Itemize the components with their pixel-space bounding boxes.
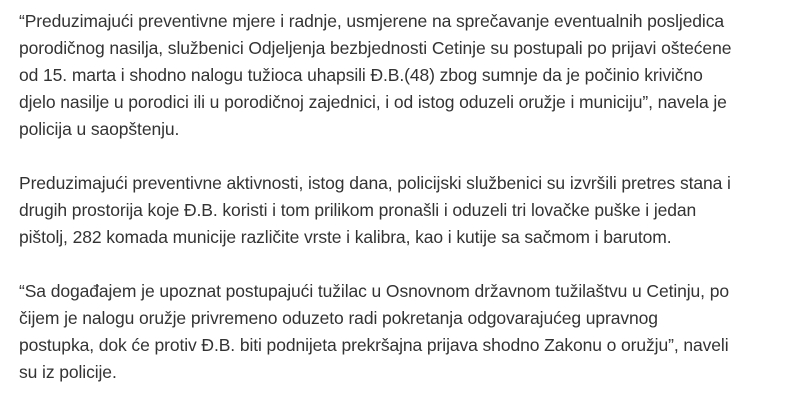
article-body xyxy=(19,8,789,386)
article-paragraph-quote-prosecutor: “Sa događajem je upoznat postupajući tužilac u Osnovnom državnom tužilaštvu u Cetinju, po čijem je nalogu oružje privremeno oduzeto radi pokretanja odgovarajućeg upravnog postupka, dok će protiv Đ.B. biti podnijeta prekršajna prijava shodno Zakonu o oružju”, naveli su iz policije. xyxy=(19,281,729,382)
article-paragraph-search: Preduzimajući preventivne aktivnosti, istog dana, policijski službenici su izvršili pretres stana i drugih prostorija koje Đ.B. koristi i tom prilikom pronašli i oduzeli tri lovačke puške i jedan pištolj, 282 komada municije različite vrste i kalibra, kao i kutije sa sačmom i barutom. xyxy=(19,173,731,247)
article-paragraph-quote-police: “Preduzimajući preventivne mjere i radnje, usmjerene na sprečavanje eventualnih posljedica porodičnog nasilja, službenici Odjeljenja bezbjednosti Cetinje su postupali po prijavi oštećene od 15. marta i shodno nalogu tužioca uhapsili Đ.B.(48) zbog sumnje da je počinio krivično djelo nasilje u porodici ili u porodičnoj zajednici, i od istog oduzeli oružje i municiju”, navela je policija u saopštenju. xyxy=(19,11,732,139)
